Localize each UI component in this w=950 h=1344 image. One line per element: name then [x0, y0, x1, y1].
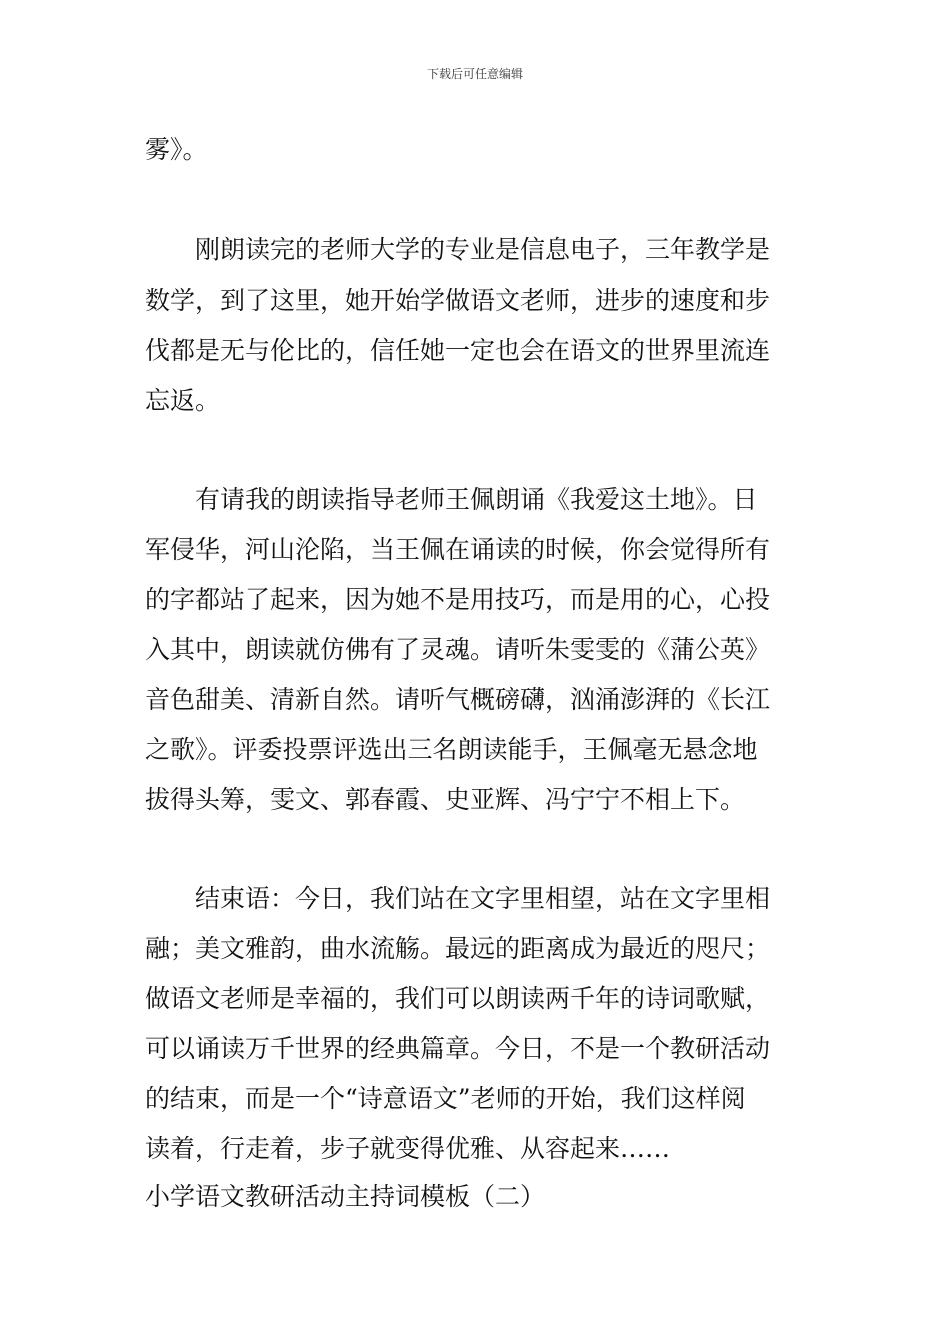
text-line: 伐都是无与伦比的，信任她一定也会在语文的世界里流连 [145, 336, 771, 365]
text-line: 之歌》。评委投票评选出三名朗读能手，王佩毫无悬念地 [145, 735, 758, 764]
page-header-note: 下载后可任意编辑 [426, 67, 523, 81]
paragraph-first-line: 刚朗读完的老师大学的专业是信息电子，三年教学是 [195, 235, 771, 264]
text-line: 入其中，朗读就仿佛有了灵魂。请听朱雯雯的《蒲公英》 [145, 635, 771, 664]
text-line: 读着，行走着，步子就变得优雅、从容起来…… [145, 1134, 671, 1163]
paragraph-first-line: 有请我的朗读指导老师王佩朗诵《我爱这土地》。日 [195, 485, 758, 514]
section-title: 小学语文教研活动主持词模板（二） [145, 1182, 546, 1211]
text-line: 军侵华，河山沦陷，当王佩在诵读的时候，你会觉得所有 [145, 535, 771, 564]
text-line: 雾》。 [145, 135, 208, 164]
text-line: 音色甜美、清新自然。请听气概磅礴，汹涌澎湃的《长江 [145, 685, 771, 714]
text-line: 做语文老师是幸福的，我们可以朗读两千年的诗词歌赋， [145, 984, 771, 1013]
paragraph-first-line: 结束语：今日，我们站在文字里相望，站在文字里相 [195, 884, 771, 913]
text-line: 拔得头筹，雯文、郭春霞、史亚辉、冯宁宁不相上下。 [145, 785, 746, 814]
text-line: 数学，到了这里，她开始学做语文老师，进步的速度和步 [145, 286, 771, 315]
text-line: 的结束，而是一个“诗意语文”老师的开始，我们这样阅 [145, 1084, 746, 1113]
text-line: 融；美文雅韵，曲水流觞。最远的距离成为最近的咫尺； [145, 934, 771, 963]
text-line: 的字都站了起来，因为她不是用技巧，而是用的心，心投 [145, 585, 771, 614]
text-line: 可以诵读万千世界的经典篇章。今日，不是一个教研活动 [145, 1034, 771, 1063]
text-line: 忘返。 [145, 386, 221, 415]
